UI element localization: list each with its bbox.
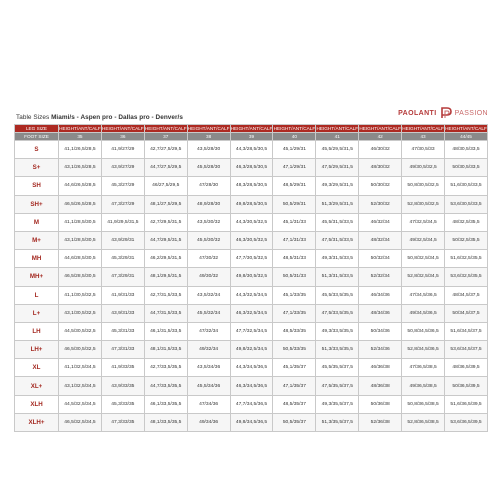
table-row: [15, 359, 488, 377]
measurement-cell: 50,8/34,5/36,5: [402, 322, 445, 340]
table-row: [15, 304, 488, 322]
foot-size-cell: 37: [144, 133, 187, 141]
measurement-cell: 47/36,5/38,5: [402, 359, 445, 377]
measurement-cell: 49/32/34: [187, 341, 230, 359]
measurement-cell: 50/36/38: [359, 395, 402, 413]
measurement-cell: 51,6/30,5/33,5: [445, 177, 488, 195]
foot-size-cell: 43: [402, 133, 445, 141]
measurement-cell: 47/32/34: [187, 322, 230, 340]
foot-size-cell: 38: [187, 133, 230, 141]
measurement-cell: 46,5/30,5/32,5: [59, 341, 102, 359]
measurement-cell: 49,8/32,5/34,5: [230, 341, 273, 359]
measurement-cell: 52,8/34,5/36,5: [402, 341, 445, 359]
measurement-cell: 45,3/27/29: [101, 177, 144, 195]
measurement-cell: 51,6/34,5/37,5: [445, 322, 488, 340]
measurement-cell: 48/34,5/37,5: [445, 286, 488, 304]
leg-size-cell: XL: [15, 359, 59, 377]
measurement-cell: 45,5/34/36: [187, 377, 230, 395]
measurement-cell: 44,3/32,5/34,5: [230, 286, 273, 304]
measurement-cell: 46,5/26,5/28,5: [59, 195, 102, 213]
title-prefix: Table Sizes: [16, 114, 52, 121]
measurement-cell: 50/30/32: [359, 177, 402, 195]
col-header: HEIGHT/ANT/CALF: [59, 126, 101, 131]
measurement-cell: 50/32/34: [359, 250, 402, 268]
brand-logo: [398, 106, 488, 120]
measurement-cell: 46,3/34,5/36,5: [230, 377, 273, 395]
leg-size-cell: XLH+: [15, 413, 59, 431]
measurement-cell: 48/30,5/33,5: [445, 141, 488, 159]
measurement-cell: 50/32,5/35,5: [445, 231, 488, 249]
measurement-cell: 51,6/32,5/35,5: [445, 250, 488, 268]
measurement-cell: 43,1/26,5/28,5: [59, 159, 102, 177]
brand-mark-icon: [439, 106, 453, 120]
measurement-cell: 45,1/31/33: [273, 213, 316, 231]
measurement-cell: 46,5/28,5/30,5: [59, 268, 102, 286]
measurement-cell: 42,7/31,5/33,5: [144, 286, 187, 304]
measurement-cell: 48,5/33/35: [273, 322, 316, 340]
measurement-cell: 52,8/32,5/34,5: [402, 268, 445, 286]
table-row: [15, 177, 488, 195]
table-body: [15, 141, 488, 432]
measurement-cell: 49/30,5/32,5: [402, 159, 445, 177]
measurement-cell: 50,8/30,5/32,5: [402, 177, 445, 195]
measurement-cell: 47,3/27/29: [101, 195, 144, 213]
foot-size-cell: 35: [59, 133, 102, 141]
measurement-cell: 44,5/32,5/34,5: [59, 395, 102, 413]
measurement-cell: 48,1/31,5/33,5: [144, 341, 187, 359]
measurement-cell: 44,5/30,5/32,5: [59, 322, 102, 340]
foot-size-header: FOOT SIZE: [15, 133, 59, 141]
table-row: [15, 413, 488, 431]
measurement-cell: 46/27,5/29,5: [144, 177, 187, 195]
col-header: HEIGHT/ANT/CALF: [144, 126, 187, 131]
table-row: [15, 341, 488, 359]
measurement-cell: 53,6/32,5/35,5: [445, 268, 488, 286]
table-row: [15, 213, 488, 231]
measurement-cell: 47,1/31/33: [273, 231, 316, 249]
size-chart: [14, 106, 488, 432]
measurement-cell: 43,1/32,5/34,5: [59, 377, 102, 395]
foot-size-cell: 39: [230, 133, 273, 141]
measurement-cell: 42,7/29,5/31,5: [144, 213, 187, 231]
brand-word-1: PAOLANTI: [398, 109, 437, 117]
leg-size-cell: SH+: [15, 195, 59, 213]
measurement-cell: 47,1/35/37: [273, 377, 316, 395]
measurement-cell: 50,5/31/33: [273, 268, 316, 286]
measurement-cell: 49,8/28,5/30,5: [230, 195, 273, 213]
measurement-cell: 46,1/33,5/35,5: [144, 395, 187, 413]
measurement-cell: 52,8/36,5/38,5: [402, 413, 445, 431]
measurement-cell: 48,1/29,5/31,5: [144, 268, 187, 286]
measurement-cell: 43,5/32/34: [187, 286, 230, 304]
measurement-cell: 48/34/36: [359, 304, 402, 322]
measurement-cell: 47/28/30: [187, 177, 230, 195]
measurement-cell: 52/32/34: [359, 268, 402, 286]
measurement-cell: 50/30,5/33,5: [445, 159, 488, 177]
col-header: HEIGHT/ANT/CALF: [230, 126, 273, 131]
measurement-cell: 44,3/28,5/30,5: [230, 141, 273, 159]
measurement-cell: 44,6/26,5/28,5: [59, 177, 102, 195]
measurement-cell: 43,9/31/33: [101, 304, 144, 322]
measurement-cell: 46/30/32: [359, 141, 402, 159]
measurement-cell: 49/30/32: [187, 268, 230, 286]
measurement-cell: 44,3/30,5/32,5: [230, 213, 273, 231]
measurement-cell: 52/36/38: [359, 413, 402, 431]
measurement-cell: 49,8/34,5/36,5: [230, 413, 273, 431]
measurement-cell: 41,9/33/35: [101, 359, 144, 377]
measurement-cell: 45,5/31,5/33,5: [316, 213, 359, 231]
measurement-cell: 51,3/31,5/33,5: [316, 268, 359, 286]
leg-size-cell: L: [15, 286, 59, 304]
measurement-cell: 50,5/33/35: [273, 341, 316, 359]
measurement-cell: 50/34/36: [359, 322, 402, 340]
measurement-cell: 49,3/31,5/33,5: [316, 250, 359, 268]
measurement-cell: 47,1/33/35: [273, 304, 316, 322]
leg-size-cell: S+: [15, 159, 59, 177]
measurement-cell: 50,8/32,5/34,5: [402, 250, 445, 268]
table-row: [15, 377, 488, 395]
measurement-cell: 43,5/30/32: [187, 213, 230, 231]
leg-size-cell: XLH: [15, 395, 59, 413]
measurement-cell: 49,3/33,5/35,5: [316, 322, 359, 340]
measurement-cell: 45,5/35,5/37,5: [316, 359, 359, 377]
measurement-cell: 46,3/30,5/32,5: [230, 231, 273, 249]
measurement-cell: 47,3/31/33: [101, 341, 144, 359]
measurement-cell: 48,1/27,5/29,5: [144, 195, 187, 213]
table-row: [15, 250, 488, 268]
measurement-cell: 47,7/32,5/34,5: [230, 322, 273, 340]
measurement-cell: 50/36,5/39,5: [445, 377, 488, 395]
measurement-cell: 48/36/38: [359, 377, 402, 395]
col-header: HEIGHT/ANT/CALF: [273, 126, 316, 131]
measurement-cell: 47/30,5/33: [402, 141, 445, 159]
chart-title: [16, 114, 183, 121]
measurement-cell: 41,1/28,5/30,5: [59, 213, 102, 231]
chart-header: [14, 106, 488, 124]
measurement-cell: 48,5/31/33: [273, 250, 316, 268]
measurement-cell: 46,3/28,5/30,5: [230, 159, 273, 177]
measurement-cell: 42,7/33,5/35,5: [144, 359, 187, 377]
table-row: [15, 159, 488, 177]
measurement-cell: 49,3/29,5/31,5: [316, 177, 359, 195]
measurement-cell: 45,1/29/31: [273, 141, 316, 159]
measurement-cell: 46,5/32,5/34,5: [59, 413, 102, 431]
measurement-cell: 45,3/31/33: [101, 322, 144, 340]
measurement-cell: 45,5/28/30: [187, 159, 230, 177]
measurement-cell: 52/34/36: [359, 341, 402, 359]
measurement-cell: 45,5/29,5/31,5: [316, 141, 359, 159]
measurement-cell: 47,1/29/31: [273, 159, 316, 177]
measurement-cell: 48,5/35/37: [273, 395, 316, 413]
measurement-cell: 46/34/36: [359, 286, 402, 304]
measurement-cell: 53,6/34,5/37,5: [445, 341, 488, 359]
size-table: [14, 124, 488, 432]
measurement-cell: 47,3/33/35: [101, 413, 144, 431]
leg-size-cell: MH: [15, 250, 59, 268]
measurement-cell: 47,5/33,5/35,5: [316, 304, 359, 322]
measurement-cell: 50,5/35/37: [273, 413, 316, 431]
leg-size-cell: S: [15, 141, 59, 159]
measurement-cell: 50,8/36,5/38,5: [402, 395, 445, 413]
measurement-cell: 42,7/27,5/29,5: [144, 141, 187, 159]
measurement-cell: 45,5/32/34: [187, 304, 230, 322]
measurement-cell: 44,3/34,5/36,5: [230, 359, 273, 377]
measurement-cell: 47,5/29,5/31,5: [316, 159, 359, 177]
measurement-cell: 49/34,5/36,5: [402, 304, 445, 322]
measurement-cell: 41,1/30,5/32,5: [59, 286, 102, 304]
measurement-cell: 49/36,5/38,5: [402, 377, 445, 395]
measurement-cell: 46,3/32,5/34,5: [230, 304, 273, 322]
measurement-cell: 47,7/30,5/32,5: [230, 250, 273, 268]
measurement-cell: 44,7/33,5/35,5: [144, 377, 187, 395]
col-header: HEIGHT/ANT/CALF: [102, 126, 144, 131]
measurement-cell: 44,7/31,5/33,5: [144, 304, 187, 322]
measurement-cell: 47/34/36: [187, 395, 230, 413]
measurement-cell: 46,2/29,5/31,5: [144, 250, 187, 268]
measurement-cell: 46/36/38: [359, 359, 402, 377]
measurement-cell: 44,7/27,5/29,5: [144, 159, 187, 177]
measurement-cell: 47,5/35,5/37,5: [316, 377, 359, 395]
table-row: [15, 395, 488, 413]
measurement-cell: 41,9/27/29: [101, 141, 144, 159]
measurement-cell: 43,1/30,5/32,5: [59, 304, 102, 322]
measurement-cell: 44,6/28,5/30,5: [59, 250, 102, 268]
title-models: Miami/s - Aspen pro - Dallas pro - Denver/s: [51, 114, 183, 121]
col-header: HEIGHT/ANT/CALF: [402, 126, 444, 131]
measurement-cell: 43,1/28,5/30,5: [59, 231, 102, 249]
measurement-cell: 52/30/32: [359, 195, 402, 213]
measurement-cell: 48,5/29/31: [273, 177, 316, 195]
leg-size-cell: MH+: [15, 268, 59, 286]
measurement-cell: 47,7/34,5/36,5: [230, 395, 273, 413]
measurement-cell: 47,3/29/31: [101, 268, 144, 286]
measurement-cell: 43,9/33/35: [101, 377, 144, 395]
col-header: HEIGHT/ANT/CALF: [316, 126, 359, 131]
measurement-cell: 53,6/36,5/39,5: [445, 413, 488, 431]
measurement-cell: 47,5/31,5/33,5: [316, 231, 359, 249]
brand-word-2: PASSION: [454, 109, 488, 117]
measurement-cell: 47/32,5/34,5: [402, 213, 445, 231]
table-row: [15, 286, 488, 304]
measurement-cell: 41,9/29,5/31,5: [101, 213, 144, 231]
measurement-cell: 51,3/33,5/35,5: [316, 341, 359, 359]
measurement-cell: 49,8/30,5/32,5: [230, 268, 273, 286]
measurement-cell: 45,5/33,5/35,5: [316, 286, 359, 304]
measurement-cell: 47/30/32: [187, 250, 230, 268]
measurement-cell: 50/34,5/37,5: [445, 304, 488, 322]
measurement-cell: 48/36,5/39,5: [445, 359, 488, 377]
foot-size-cell: 44/45: [445, 133, 488, 141]
foot-size-cell: 40: [273, 133, 316, 141]
foot-size-cell: 42: [359, 133, 402, 141]
measurement-cell: 49/34/36: [187, 413, 230, 431]
measurement-cell: 47/34,5/36,5: [402, 286, 445, 304]
measurement-cell: 41,1/32,5/34,5: [59, 359, 102, 377]
measurement-cell: 46,1/31,5/33,5: [144, 322, 187, 340]
header-row-foot-sizes: [15, 133, 488, 141]
measurement-cell: 43,9/27/29: [101, 159, 144, 177]
measurement-cell: 48,1/33,5/35,5: [144, 413, 187, 431]
leg-size-cell: LH+: [15, 341, 59, 359]
leg-size-cell: XL+: [15, 377, 59, 395]
measurement-cell: 48/32,5/35,5: [445, 213, 488, 231]
measurement-cell: 45,1/33/35: [273, 286, 316, 304]
measurement-cell: 45,3/33/35: [101, 395, 144, 413]
foot-size-cell: 36: [101, 133, 144, 141]
col-header: HEIGHT/ANT/CALF: [187, 126, 230, 131]
leg-size-cell: LH: [15, 322, 59, 340]
measurement-cell: 41,1/26,5/28,5: [59, 141, 102, 159]
measurement-cell: 43,5/34/36: [187, 359, 230, 377]
measurement-cell: 48,9/28/30: [187, 195, 230, 213]
measurement-cell: 45,5/30/32: [187, 231, 230, 249]
table-row: [15, 268, 488, 286]
measurement-cell: 43,5/28/30: [187, 141, 230, 159]
col-header: HEIGHT/ANT/CALF: [445, 126, 487, 131]
measurement-cell: 53,6/30,5/33,5: [445, 195, 488, 213]
leg-size-header: LEG SIZE: [15, 125, 59, 133]
measurement-cell: 45,1/35/37: [273, 359, 316, 377]
measurement-cell: 45,3/29/31: [101, 250, 144, 268]
measurement-cell: 48/32/34: [359, 231, 402, 249]
table-row: [15, 231, 488, 249]
foot-size-cell: 41: [316, 133, 359, 141]
measurement-cell: 49,3/35,5/37,5: [316, 395, 359, 413]
measurement-cell: 51,6/36,5/39,5: [445, 395, 488, 413]
header-row-measurements: [15, 125, 488, 133]
leg-size-cell: M+: [15, 231, 59, 249]
measurement-cell: 44,7/29,5/31,5: [144, 231, 187, 249]
measurement-cell: 50,5/29/31: [273, 195, 316, 213]
measurement-cell: 46/32/34: [359, 213, 402, 231]
leg-size-cell: SH: [15, 177, 59, 195]
col-header: HEIGHT/ANT/CALF: [359, 126, 402, 131]
measurement-cell: 51,3/35,5/37,5: [316, 413, 359, 431]
leg-size-cell: L+: [15, 304, 59, 322]
measurement-cell: 41,9/31/33: [101, 286, 144, 304]
leg-size-cell: M: [15, 213, 59, 231]
measurement-cell: 48/30/32: [359, 159, 402, 177]
measurement-cell: 43,9/29/31: [101, 231, 144, 249]
measurement-cell: 48,3/28,5/30,5: [230, 177, 273, 195]
table-row: [15, 141, 488, 159]
measurement-cell: 51,3/29,5/31,5: [316, 195, 359, 213]
table-row: [15, 195, 488, 213]
table-row: [15, 322, 488, 340]
measurement-cell: 49/32,5/34,5: [402, 231, 445, 249]
measurement-cell: 52,8/30,5/32,5: [402, 195, 445, 213]
